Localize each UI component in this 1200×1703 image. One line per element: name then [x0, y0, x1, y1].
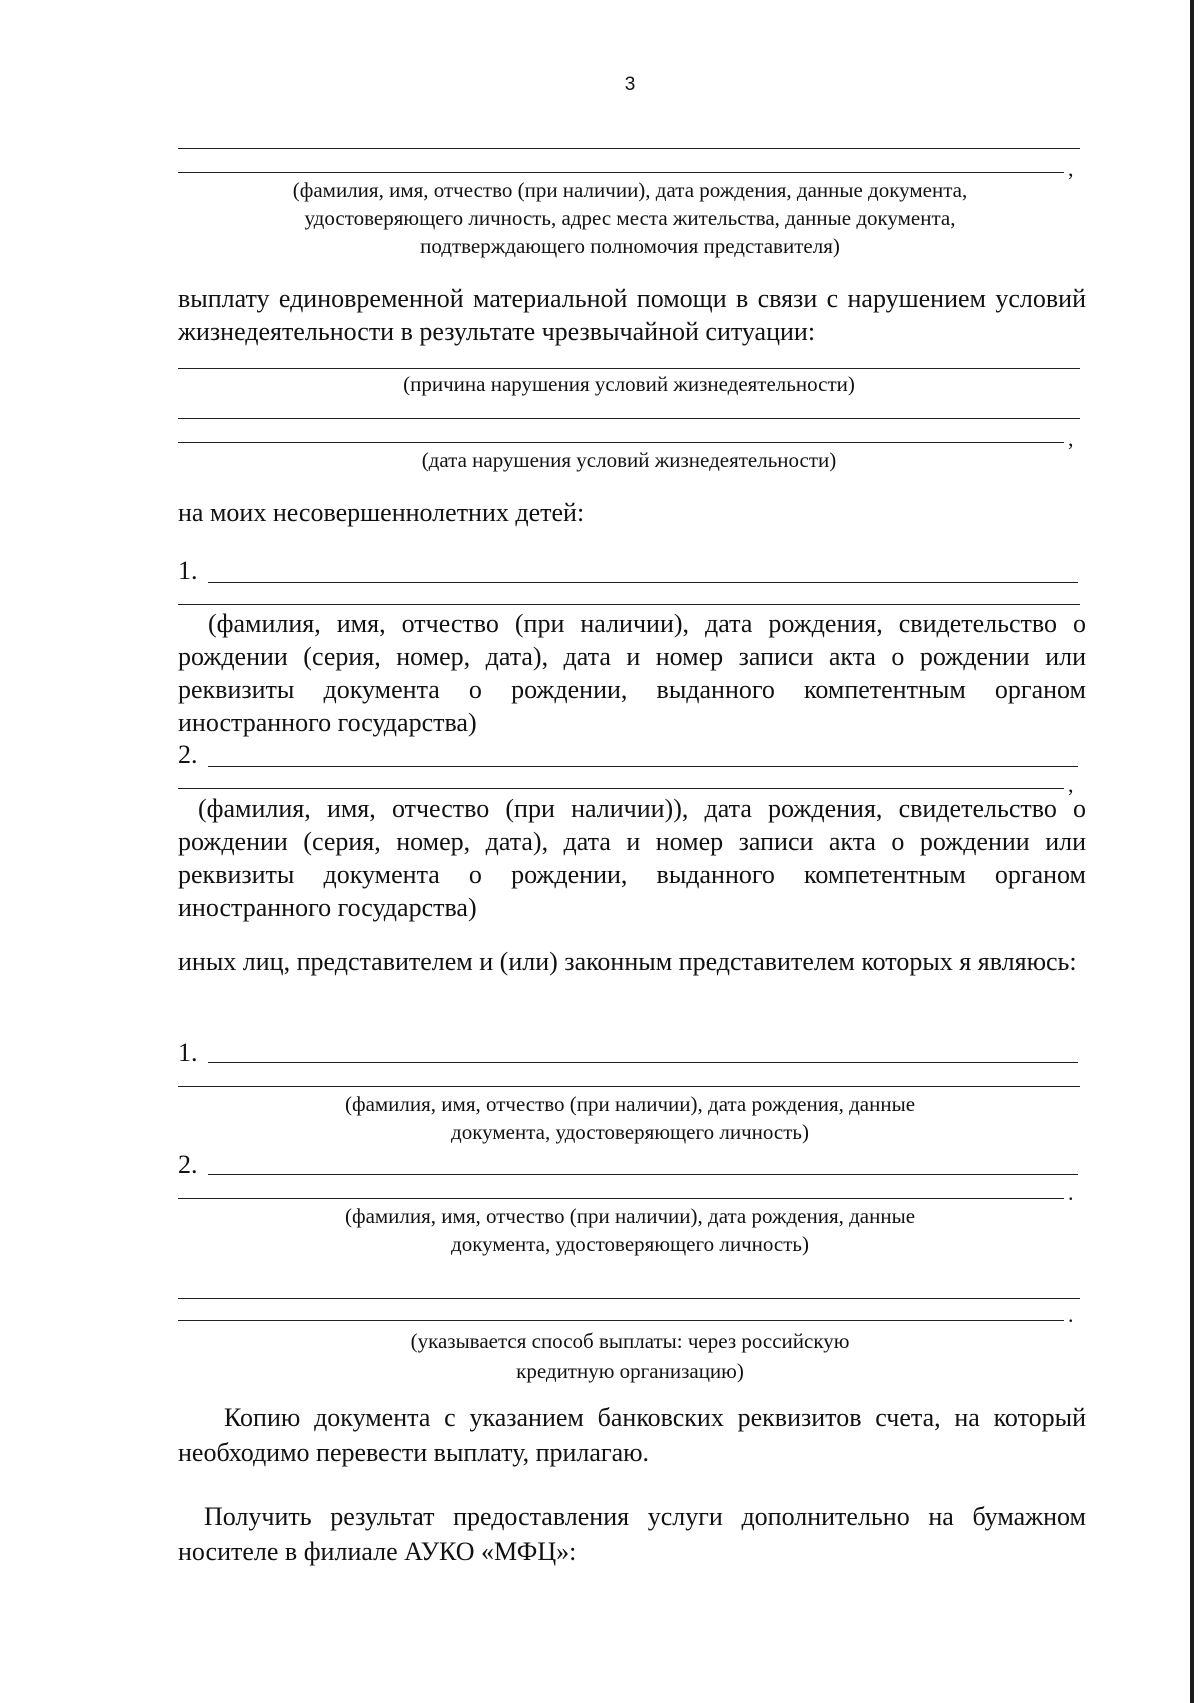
other-2-field-line-1[interactable] — [208, 1174, 1078, 1175]
child-1-field-line-2[interactable] — [178, 604, 1080, 605]
payment-method-line-1[interactable] — [178, 1298, 1080, 1299]
child-2-field-line-1[interactable] — [208, 766, 1078, 767]
page-edge — [1190, 0, 1194, 1703]
other-2-field-line-2[interactable] — [178, 1198, 1064, 1199]
date-caption: (дата нарушения условий жизнедеятельности) — [421, 448, 837, 472]
other-1-field-line-2[interactable] — [178, 1086, 1080, 1087]
other-2-number: 2. — [178, 1150, 198, 1179]
comma-mark: , — [1068, 156, 1074, 181]
other-1-field-line-1[interactable] — [208, 1062, 1078, 1063]
period-mark: . — [1068, 1302, 1074, 1327]
payment-request-text: выплату единовременной материальной помощи в связи с нарушением условий жизнедеятельности в результате чрезвычайной ситуации: — [178, 284, 1086, 346]
child-1-number: 1. — [178, 556, 198, 585]
date-field-line-2[interactable] — [178, 442, 1064, 443]
comma-mark: , — [1068, 772, 1074, 797]
children-heading: на моих несовершеннолетних детей: — [178, 498, 585, 527]
child-1-field-line-1[interactable] — [208, 582, 1078, 583]
other-2-caption: (фамилия, имя, отчество (при наличии), дата рождения, данные документа, удостоверяющего личность) — [344, 1204, 916, 1256]
other-1-caption: (фамилия, имя, отчество (при наличии), дата рождения, данные документа, удостоверяющего личность) — [344, 1092, 916, 1144]
child-2-number: 2. — [178, 740, 198, 769]
child-1-caption: (фамилия, имя, отчество (при наличии), дата рождения, свидетельство о рождении (серия, номер, дата), дата и номер записи акта о рождении или реквизиты документа о рождении, выданного компетентным органом иностранного государства) — [178, 609, 1086, 737]
others-heading: иных лиц, представителем и (или) законным представителем которых я являюсь: — [178, 947, 1077, 976]
reason-caption: (причина нарушения условий жизнедеятельности) — [403, 372, 855, 396]
page-number: 3 — [624, 74, 636, 95]
date-field-line-1[interactable] — [178, 418, 1080, 419]
comma-mark: , — [1068, 426, 1074, 451]
bank-copy-paragraph: Копию документа с указанием банковских реквизитов счета, на который необходимо перевести выплату, прилагаю. — [178, 1403, 1086, 1467]
payment-method-line-2[interactable] — [178, 1320, 1064, 1321]
period-mark: . — [1068, 1180, 1074, 1205]
reason-field-line[interactable] — [178, 368, 1080, 369]
applicant-field-line-1[interactable] — [178, 148, 1080, 149]
applicant-field-line-2[interactable] — [178, 172, 1064, 173]
child-2-caption: (фамилия, имя, отчество (при наличии)), дата рождения, свидетельство о рождении (серия, номер, дата), дата и номер записи акта о рождении или реквизиты документа о рождении, выданного компетентным органом иностранного государства) — [178, 794, 1086, 922]
paper-result-paragraph: Получить результат предоставления услуги дополнительно на бумажном носителе в филиале АУКО «МФЦ»: — [178, 1502, 1086, 1566]
applicant-caption: (фамилия, имя, отчество (при наличии), дата рождения, данные документа, удостоверяющего личность, адрес места жительства, данные документа, подтверждающего полномочия представителя) — [292, 178, 968, 258]
child-2-field-line-2[interactable] — [178, 788, 1064, 789]
payment-method-caption: (указывается способ выплаты: через российскую кредитную организацию) — [410, 1329, 850, 1383]
other-1-number: 1. — [178, 1038, 198, 1067]
